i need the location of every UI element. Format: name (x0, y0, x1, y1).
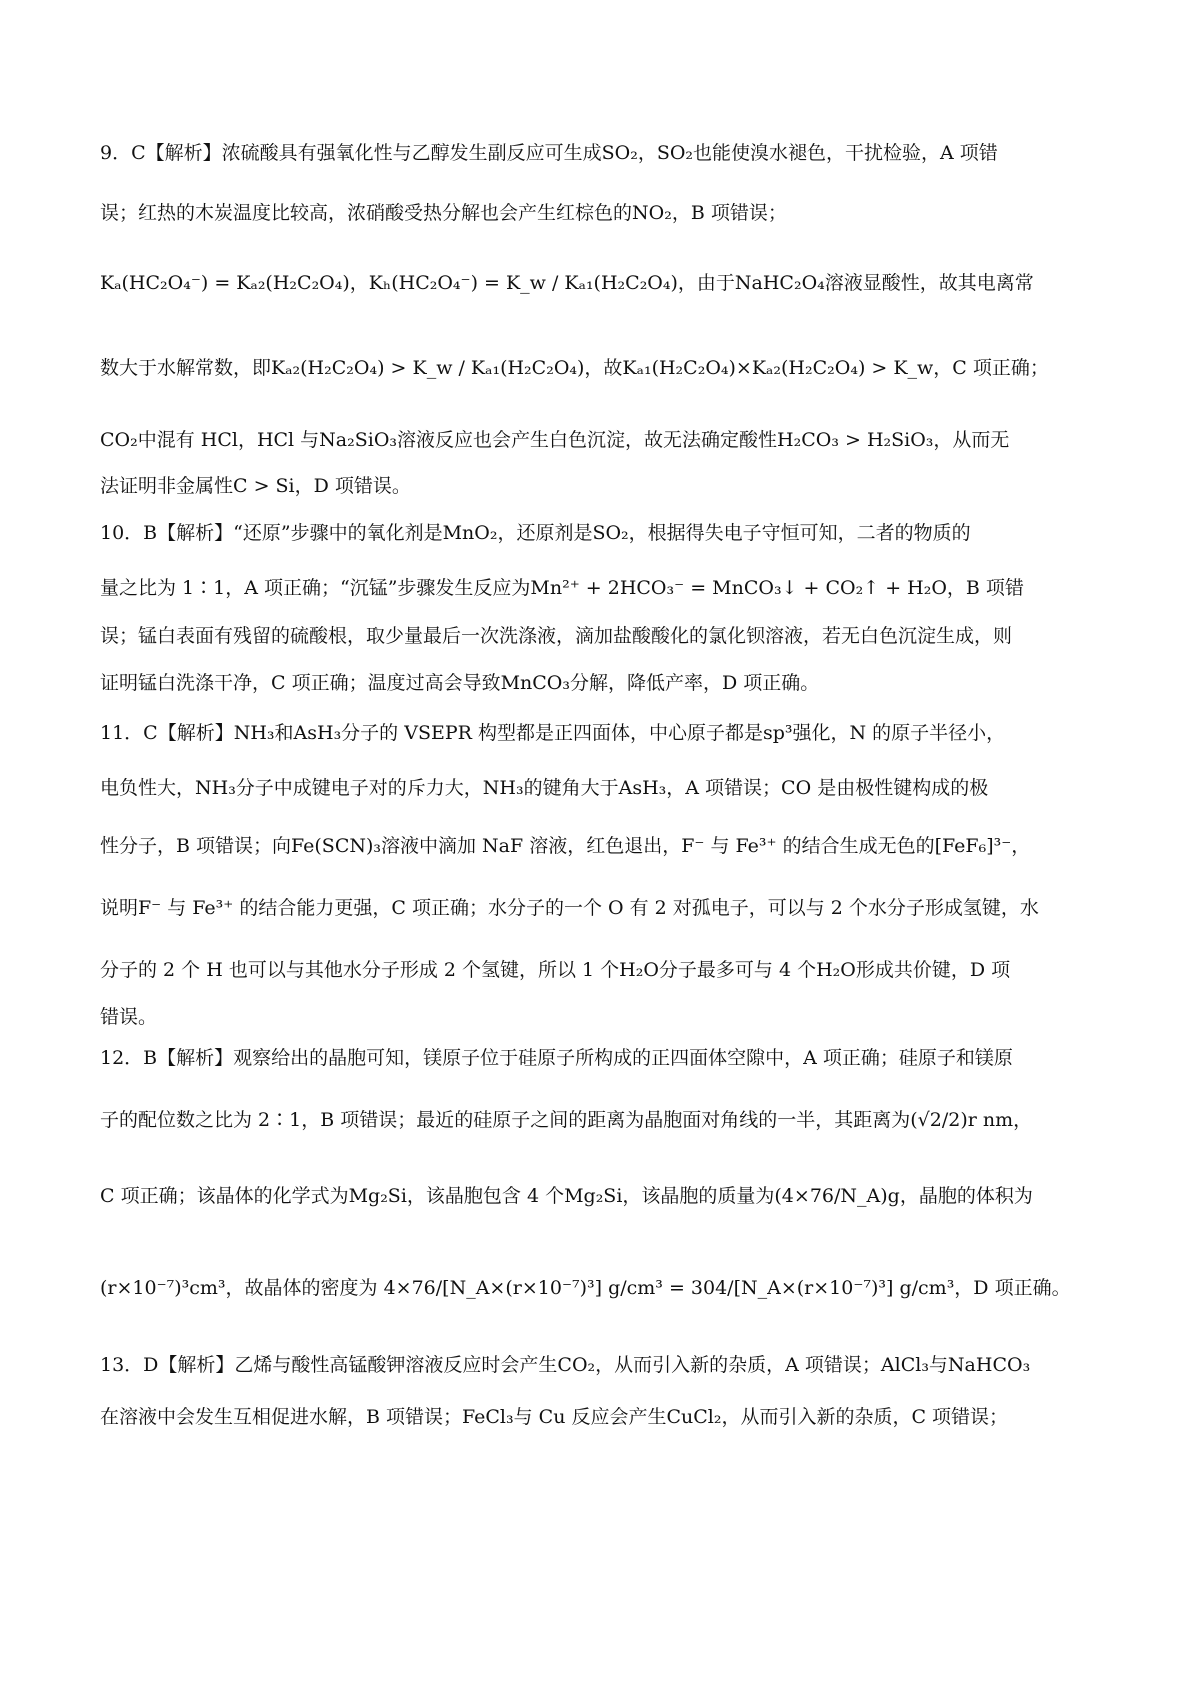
text-line: 电负性大，NH₃分子中成键电子对的斥力大，NH₃的键角大于AsH₃，A 项错误；CO 是由极性键构成的极 (100, 777, 989, 799)
text-line: 分子的 2 个 H 也可以与其他水分子形成 2 个氢键，所以 1 个H₂O分子最多可与 4 个H₂O形成共价键，D 项 (100, 959, 1011, 981)
text-line: 错误。 (100, 1006, 158, 1028)
text-line: 13．D【解析】乙烯与酸性高锰酸钾溶液反应时会产生CO₂，从而引入新的杂质，A 项错误；AlCl₃与NaHCO₃ (100, 1354, 1031, 1376)
text-line: CO₂中混有 HCl，HCl 与Na₂SiO₃溶液反应也会产生白色沉淀，故无法确定酸性H₂CO₃ > H₂SiO₃，从而无 (100, 429, 1010, 451)
text-line: 法证明非金属性C > Si，D 项错误。 (100, 475, 411, 497)
text-line: 11．C【解析】NH₃和AsH₃分子的 VSEPR 构型都是正四面体，中心原子都是sp³强化，N 的原子半径小， (100, 722, 1006, 744)
text-line: (r×10⁻⁷)³cm³，故晶体的密度为 4×76/[N_A×(r×10⁻⁷)³] g/cm³ = 304/[N_A×(r×10⁻⁷)³] g/cm³，D 项正确。 (100, 1277, 1071, 1299)
text-line: 9．C【解析】浓硫酸具有强氧化性与乙醇发生副反应可生成SO₂，SO₂也能使溴水褪色，干扰检验，A 项错 (100, 142, 998, 164)
answer-item-9 (100, 138, 1100, 498)
answer-item-11 (100, 718, 1100, 1038)
text-line: 误；锰白表面有残留的硫酸根，取少量最后一次洗涤液，滴加盐酸酸化的氯化钡溶液，若无白色沉淀生成，则 (100, 625, 1013, 647)
text-line: 在溶液中会发生互相促进水解，B 项错误；FeCl₃与 Cu 反应会产生CuCl₂，从而引入新的杂质，C 项错误； (100, 1406, 1009, 1428)
answer-item-12 (100, 1043, 1100, 1313)
text-line: 性分子，B 项错误；向Fe(SCN)₃溶液中滴加 NaF 溶液，红色退出，F⁻ 与 Fe³⁺ 的结合生成无色的[FeF₆]³⁻， (100, 835, 1031, 857)
text-line: 数大于水解常数，即Kₐ₂(H₂C₂O₄) > K_w / Kₐ₁(H₂C₂O₄)，故Kₐ₁(H₂C₂O₄)×Kₐ₂(H₂C₂O₄) > K_w，C 项正确； (100, 357, 1049, 379)
text-line: 证明锰白洗涤干净，C 项正确；温度过高会导致MnCO₃分解，降低产率，D 项正确。 (100, 672, 820, 694)
text-line: 误；红热的木炭温度比较高，浓硝酸受热分解也会产生红棕色的NO₂，B 项错误； (100, 202, 787, 224)
answer-item-13 (100, 1350, 1100, 1450)
text-line: 量之比为 1∶1，A 项正确；“沉锰”步骤发生反应为Mn²⁺ + 2HCO₃⁻ = MnCO₃↓ + CO₂↑ + H₂O，B 项错 (100, 577, 1024, 599)
text-line: 说明F⁻ 与 Fe³⁺ 的结合能力更强，C 项正确；水分子的一个 O 有 2 对孤电子，可以与 2 个水分子形成氢键，水 (100, 897, 1039, 919)
answer-item-10 (100, 518, 1100, 698)
text-line: 10．B【解析】“还原”步骤中的氧化剂是MnO₂，还原剂是SO₂，根据得失电子守恒可知，二者的物质的 (100, 522, 971, 544)
text-line: Kₐ(HC₂O₄⁻) = Kₐ₂(H₂C₂O₄)，Kₕ(HC₂O₄⁻) = K_w / Kₐ₁(H₂C₂O₄)，由于NaHC₂O₄溶液显酸性，故其电离常 (100, 272, 1034, 294)
text-line: C 项正确；该晶体的化学式为Mg₂Si，该晶胞包含 4 个Mg₂Si，该晶胞的质量为(4×76/N_A)g，晶胞的体积为 (100, 1185, 1033, 1207)
text-line: 子的配位数之比为 2∶1，B 项错误；最近的硅原子之间的距离为晶胞面对角线的一半，其距离为(√2/2)r nm， (100, 1109, 1033, 1131)
text-line: 12．B【解析】观察给出的晶胞可知，镁原子位于硅原子所构成的正四面体空隙中，A 项正确；硅原子和镁原 (100, 1047, 1013, 1069)
